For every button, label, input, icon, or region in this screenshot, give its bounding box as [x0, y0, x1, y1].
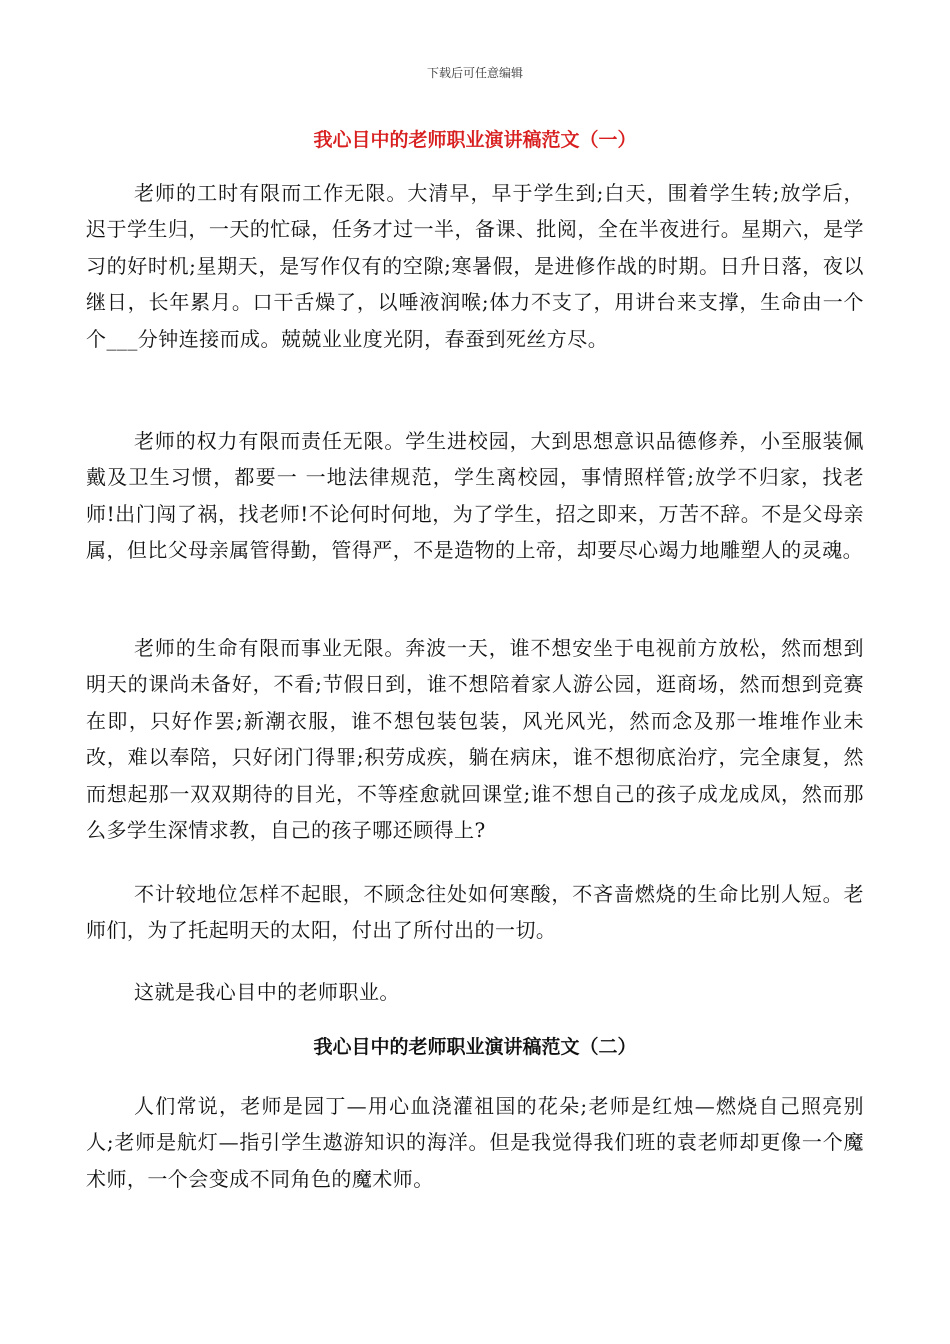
paragraph: 老师的工时有限而工作无限。大清早，早于学生到;白天，围着学生转;放学后，迟于学生归，一天的忙碌，任务才过一半，备课、批阅，全在半夜进行。星期六，是学习的好时机;星期天，是写作仅有的空隙;寒暑假，是进修作战的时期。日升日落，夜以继日，长年累月。口干舌燥了，以唾液润喉;体力不支了，用讲台来支撑，生命由一个个___分钟连接而成。兢兢业业度光阴，春蚕到死丝方尽。 — [86, 181, 864, 351]
header-note: 下载后可任意编辑 — [426, 66, 523, 80]
section-title-2: 我心目中的老师职业演讲稿范文（二） — [313, 1036, 637, 1058]
paragraph: 老师的权力有限而责任无限。学生进校园，大到思想意识品德修养，小至服装佩戴及卫生习惯，都要一 一地法律规范，学生离校园，事情照样管;放学不归家，找老师!出门闯了祸，找老师!不论何时何地，为了学生，招之即来，万苦不辞。不是父母亲属，但比父母亲属管得勤，管得严，不是造物的上帝，却要尽心竭力地雕塑人的灵魂。 — [86, 429, 864, 563]
paragraph: 不计较地位怎样不起眼，不顾念往处如何寒酸，不吝啬燃烧的生命比别人短。老师们，为了托起明天的太阳，付出了所付出的一切。 — [86, 882, 864, 943]
paragraph: 老师的生命有限而事业无限。奔波一天，谁不想安坐于电视前方放松，然而想到明天的课尚未备好，不看;节假日到，谁不想陪着家人游公园，逛商场，然而想到竞赛在即，只好作罢;新潮衣服，谁不想包装包装，风光风光，然而念及那一堆堆作业未改，难以奉陪，只好闭门得罪;积劳成疾，躺在病床，谁不想彻底治疗，完全康复，然而想起那一双双期待的目光，不等痊愈就回课堂;谁不想自己的孩子成龙成凤，然而那么多学生深情求教，自己的孩子哪还顾得上? — [86, 636, 864, 843]
paragraph: 这就是我心目中的老师职业。 — [134, 980, 400, 1004]
section-title-1: 我心目中的老师职业演讲稿范文（一） — [313, 129, 637, 151]
paragraph: 人们常说，老师是园丁—用心血浇灌祖国的花朵;老师是红烛—燃烧自己照亮别人;老师是航灯—指引学生遨游知识的海洋。但是我觉得我们班的袁老师却更像一个魔术师，一个会变成不同角色的魔术师。 — [86, 1094, 864, 1191]
